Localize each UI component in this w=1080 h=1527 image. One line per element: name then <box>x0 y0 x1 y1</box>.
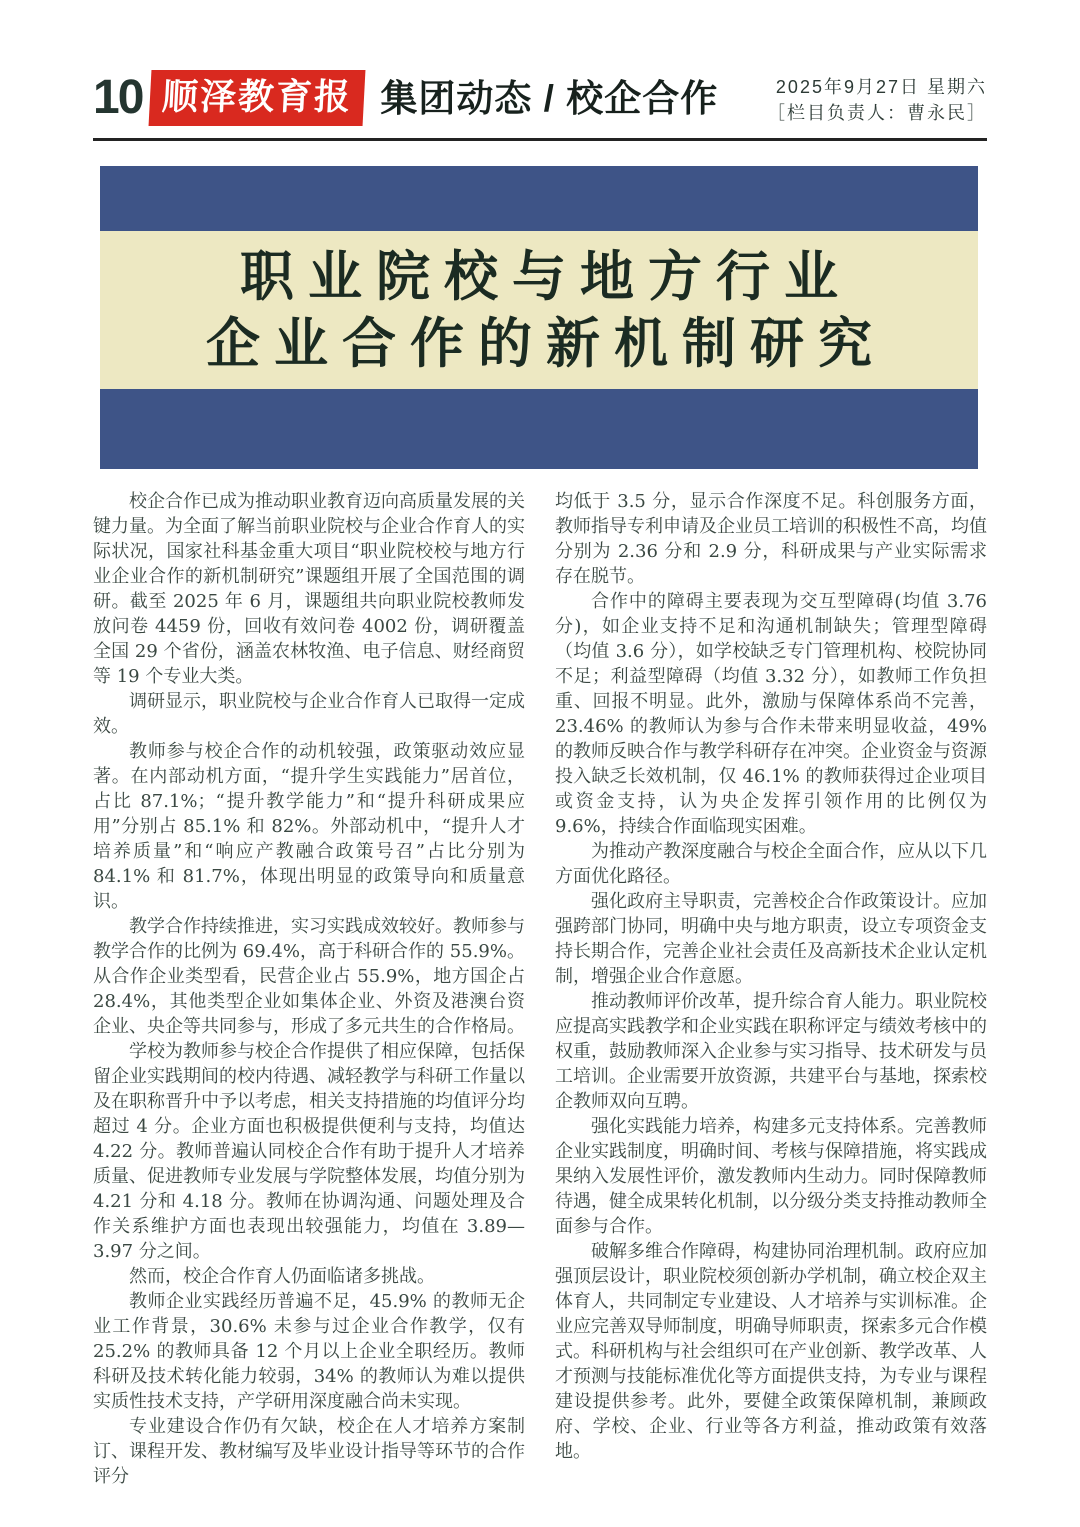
article-paragraph: 推动教师评价改革，提升综合育人能力。职业院校应提高实践教学和企业实践在职称评定与绩效考核中的权重，鼓励教师深入企业参与实习指导、技术研发与员工培训。企业需要开放资源，共建平台与基地，探索校企教师双向互聘。 <box>555 991 987 1112</box>
page-header <box>93 70 987 126</box>
page-content <box>93 70 987 1489</box>
article-paragraph: 教师参与校企合作的动机较强，政策驱动效应显著。在内部动机方面，“提升学生实践能力”居首位，占比 87.1%；“提升教学能力”和“提升科研成果应用”分别占 85.1% 和 82%。外部动机中，“提升人才培养质量”和“响应产教融合政策号召”占比分别为 84.1% 和 81.7%，体现出明显的政策导向和质量意识。 <box>93 741 525 912</box>
article-paragraph: 合作中的障碍主要表现为交互型障碍(均值 3.76 分)，如企业支持不足和沟通机制缺失；管理型障碍（均值 3.6 分），如学校缺乏专门管理机构、校院协同不足；利益型障碍（均值 3.32 分），如教师工作负担重、回报不明显。此外，激励与保障体系尚不完善，23.46% 的教师认为参与合作未带来明显收益，49% 的教师反映合作与教学科研存在冲突。企业资金与资源投入缺乏长效机制，仅 46.1% 的教师获得过企业项目或资金支持，认为央企发挥引领作用的比例仅为 9.6%，持续合作面临现实困难。 <box>555 591 987 837</box>
article-paragraph: 强化政府主导职责，完善校企合作政策设计。应加强跨部门协同，明确中央与地方职责，设立专项资金支持长期合作，完善企业社会责任及高新技术企业认定机制，增强企业合作意愿。 <box>555 891 987 987</box>
article-title-line2: 企业合作的新机制研究 <box>206 311 886 375</box>
header-left-group <box>93 70 718 126</box>
article-paragraph: 然而，校企合作育人仍面临诸多挑战。 <box>129 1266 435 1287</box>
article-paragraph: 强化实践能力培养，构建多元支持体系。完善教师企业实践制度，明确时间、考核与保障措施，将实践成果纳入发展性评价，激发教师内生动力。同时保障教师待遇，健全成果转化机制，以分级分类支持推动教师全面参与合作。 <box>555 1116 987 1237</box>
article-paragraph: 学校为教师参与校企合作提供了相应保障，包括保留企业实践期间的校内待遇、减轻教学与科研工作量以及在职称晋升中予以考虑，相关支持措施的均值评分均超过 4 分。企业方面也积极提供便利与支持，均值达 4.22 分。教师普遍认同校企合作有助于提升人才培养质量、促进教师专业发展与学院整体发展，均值分别为 4.21 分和 4.18 分。教师在协调沟通、问题处理及合作关系维护方面也表现出较强能力，均值在 3.89—3.97 分之间。 <box>93 1041 525 1262</box>
banner-top-bar <box>100 166 978 231</box>
masthead-logo: 顺泽教育报 <box>149 70 366 126</box>
article-body <box>93 489 987 1489</box>
section-title: 集团动态 / 校企合作 <box>380 77 719 119</box>
article-title-line1: 职业院校与地方行业 <box>240 244 852 308</box>
article-paragraph: 调研显示，职业院校与企业合作育人已取得一定成效。 <box>93 691 525 737</box>
article-paragraph: 破解多维合作障碍，构建协同治理机制。政府应加强顶层设计，职业院校须创新办学机制，确立校企双主体育人，共同制定专业建设、人才培养与实训标准。企业应完善双导师制度，明确导师职责，探索多元合作模式。科研机构与社会组织可在产业创新、教学改革、人才预测与技能标准优化等方面提供支持，为专业与课程建设提供参考。此外，要健全政策保障机制，兼顾政府、学校、企业、行业等各方利益，推动政策有效落地。 <box>555 1241 987 1462</box>
date-line: 2025年9月27日 星期六 <box>775 77 987 97</box>
right-column <box>555 489 987 1489</box>
banner-title-area <box>100 231 978 389</box>
article-paragraph: 专业建设合作仍有欠缺，校企在人才培养方案制订、课程开发、教材编写及毕业设计指导等环节的合作评分 <box>93 1416 525 1487</box>
article-paragraph: 教学合作持续推进，实习实践成效较好。教师参与教学合作的比例为 69.4%，高于科研合作的 55.9%。从合作企业类型看，民营企业占 55.9%，地方国企占 28.4%，其他类型企业如集体企业、外资及港澳台资企业、央企等共同参与，形成了多元共生的合作格局。 <box>93 916 525 1037</box>
header-divider <box>93 138 987 141</box>
article-paragraph: 校企合作已成为推动职业教育迈向高质量发展的关键力量。为全面了解当前职业院校与企业合作育人的实际状况，国家社科基金重大项目“职业院校校与地方行业企业合作的新机制研究”课题组开展了全国范围的调研。截至 2025 年 6 月，课题组共向职业院校教师发放问卷 4459 份，回收有效问卷 4002 份，调研覆盖全国 29 个省份，涵盖农林牧渔、电子信息、财经商贸等 19 个专业大类。 <box>93 491 525 687</box>
title-banner <box>100 166 978 469</box>
header-right-group <box>767 74 987 126</box>
left-column <box>93 489 525 1489</box>
article-paragraph: 均低于 3.5 分，显示合作深度不足。科创服务方面，教师指导专利申请及企业员工培训的积极性不高，均值分别为 2.36 分和 2.9 分，科研成果与产业实际需求存在脱节。 <box>555 491 987 587</box>
editor-line: ［栏目负责人：曹永民］ <box>767 103 987 123</box>
article-paragraph: 教师企业实践经历普遍不足，45.9% 的教师无企业工作背景，30.6% 未参与过企业合作教学，仅有 25.2% 的教师具备 12 个月以上企业全职经历。教师科研及技术转化能力较弱，34% 的教师认为难以提供实质性技术支持，产学研用深度融合尚未实现。 <box>93 1291 525 1412</box>
article-paragraph: 为推动产教深度融合与校企全面合作，应从以下几方面优化路径。 <box>555 841 987 887</box>
page-number: 10 <box>93 71 143 124</box>
banner-bottom-bar <box>100 389 978 469</box>
